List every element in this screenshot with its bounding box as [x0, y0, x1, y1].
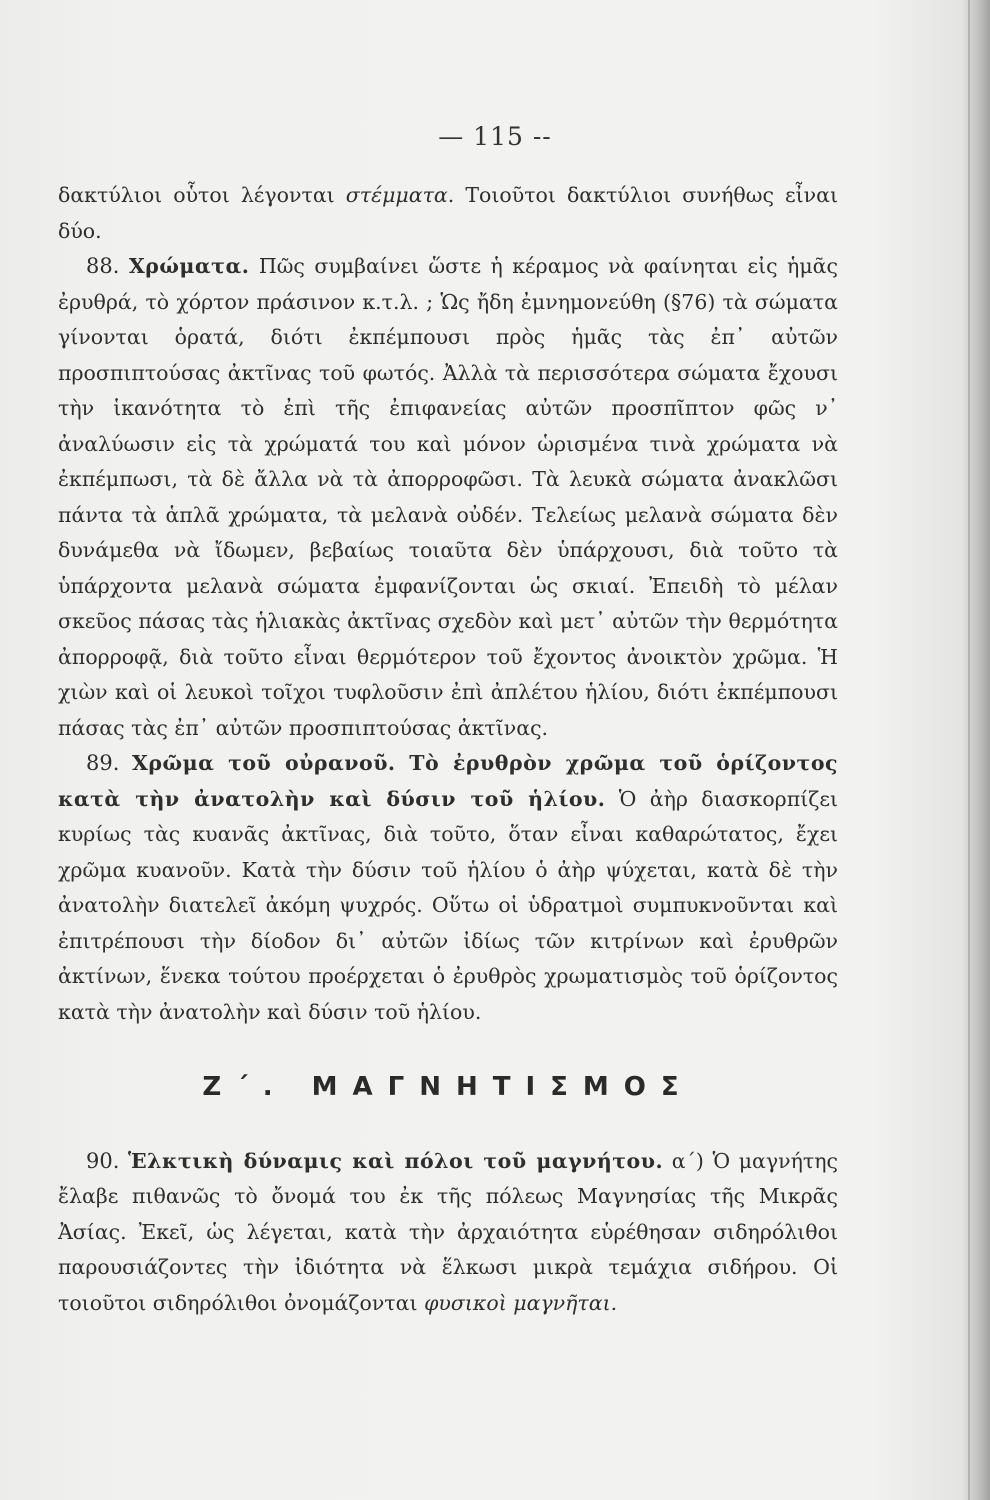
chapter-heading: Ζ΄. ΜΑΓΝΗΤΙΣΜΟΣ: [202, 1072, 694, 1102]
page-edge-shadow: [962, 0, 990, 1500]
paragraph-continuation: [58, 178, 838, 249]
section-90-number: 90.: [86, 1148, 120, 1173]
p1-emphasis: στέμματα.: [345, 183, 455, 207]
page-edge-line: [968, 0, 970, 1500]
section-88-number: 88.: [86, 254, 120, 278]
section-88-title: Χρώματα.: [128, 254, 250, 278]
section-90-title: Ἑλκτικὴ δύναμις καὶ πόλοι τοῦ μαγνήτου.: [128, 1148, 664, 1173]
section-89-title: Χρῶμα τοῦ οὐρανοῦ. Τὸ ἐρυθρὸν χρῶμα τοῦ ὁρίζοντος κατὰ τὴν ἀνατολὴν καὶ δύσιν τοῦ ἡλίου.: [58, 751, 838, 811]
section-90-body: Ὁ μαγνήτης ἔλαβε πιθανῶς τὸ ὄνομά του ἐκ τῆς πόλεως Μαγνησίας τῆς Μικρᾶς Ἀσίας. Ἐκεῖ, ὡς λέγεται, κατὰ τὴν ἀρχαιότητα εὑρέθησαν σιδηρόλιθοι παρουσιάζοντες τὴν ἰδιότητα νὰ ἕλκωσι μικρὰ τεμάχια σιδήρου. Οἱ τοιοῦτοι σιδηρόλιθοι ὀνομάζονται: [58, 1148, 838, 1315]
p1-text-a: δακτύλιοι οὗτοι λέγονται: [58, 183, 346, 207]
p1-text-b: Τοιοῦτοι δακτύλιοι συνήθως εἶναι δύο.: [58, 183, 838, 243]
section-90-marker: α΄): [671, 1148, 704, 1173]
section-90-emphasis: φυσικοὶ μαγνῆται.: [424, 1290, 618, 1315]
section-90: [58, 1144, 838, 1322]
page-number: — 115 --: [438, 122, 552, 151]
section-89-body: Ὁ ἀὴρ διασκορπίζει κυρίως τὰς κυανᾶς ἀκτῖνας, διὰ τοῦτο, ὅταν εἶναι καθαρώτατος, ἔχει χρῶμα κυανοῦν. Κατὰ τὴν δύσιν τοῦ ἡλίου ὁ ἀὴρ ψύχεται, κατὰ δὲ τὴν ἀνατολὴν διατελεῖ ἀκόμη ψυχρός. Οὕτω οἱ ὑδρατμοὶ συμπυκνοῦνται καὶ ἐπιτρέπουσι τὴν δίοδον δι᾿ αὐτῶν ἰδίως τῶν κιτρίνων καὶ ἐρυθρῶν ἀκτίνων, ἕνεκα τούτου προέρχεται ὁ ἐρυθρὸς χρωματισμὸς τοῦ ὁρίζοντος κατὰ τὴν ἀνατολὴν καὶ δύσιν τοῦ ἡλίου.: [58, 786, 838, 1024]
section-88: [58, 249, 838, 746]
section-89-number: 89.: [86, 751, 120, 775]
body-text: [58, 178, 838, 1321]
section-88-body: Πῶς συμβαίνει ὥστε ἡ κέραμος νὰ φαίνηται εἰς ἡμᾶς ἐρυθρά, τὸ χόρτον πράσινον κ.τ.λ. ; Ὡς ἤδη ἐμνημονεύθη (§76) τὰ σώματα γίνονται ὁρατά, διότι ἐκπέμπουσι πρὸς ἡμᾶς τὰς ἐπ᾿ αὐτῶν προσπιπτούσας ἀκτῖνας τοῦ φωτός. Ἀλλὰ τὰ περισσότερα σώματα ἔχουσι τὴν ἱκανότητα τὸ ἐπὶ τῆς ἐπιφανείας αὐτῶν προσπῖπτον φῶς ν᾿ ἀναλύωσιν εἰς τὰ χρώματά του καὶ μόνον ὡρισμένα τινὰ χρώματα νὰ ἐκπέμπωσι, τὰ δὲ ἄλλα νὰ τὰ ἀπορροφῶσι. Τὰ λευκὰ σώματα ἀνακλῶσι πάντα τὰ ἁπλᾶ χρώματα, τὰ μελανὰ οὐδέν. Τελείως μελανὰ σώματα δὲν δυνάμεθα νὰ ἴδωμεν, βεβαίως τοιαῦτα δὲν ὑπάρχουσι, διὰ τοῦτο τὰ ὑπάρχοντα μελανὰ σώματα ἐμφανίζονται ὡς σκιαί. Ἐπειδὴ τὸ μέλαν σκεῦος πάσας τὰς ἡλιακὰς ἀκτῖνας σχεδὸν καὶ μετ᾿ αὐτῶν τὴν θερμότητα ἀπορροφᾷ, διὰ τοῦτο εἶναι θερμότερον τοῦ ἔχοντος ἀνοικτὸν χρῶμα. Ἡ χιὼν καὶ οἱ λευκοὶ τοῖχοι τυφλοῦσιν ἐπὶ ἀπλέτου ἡλίου, διότι ἐκπέμπουσι πάσας τὰς ἐπ᾿ αὐτῶν προσπιπτούσας ἀκτῖνας.: [58, 254, 838, 740]
section-89: [58, 746, 838, 1030]
